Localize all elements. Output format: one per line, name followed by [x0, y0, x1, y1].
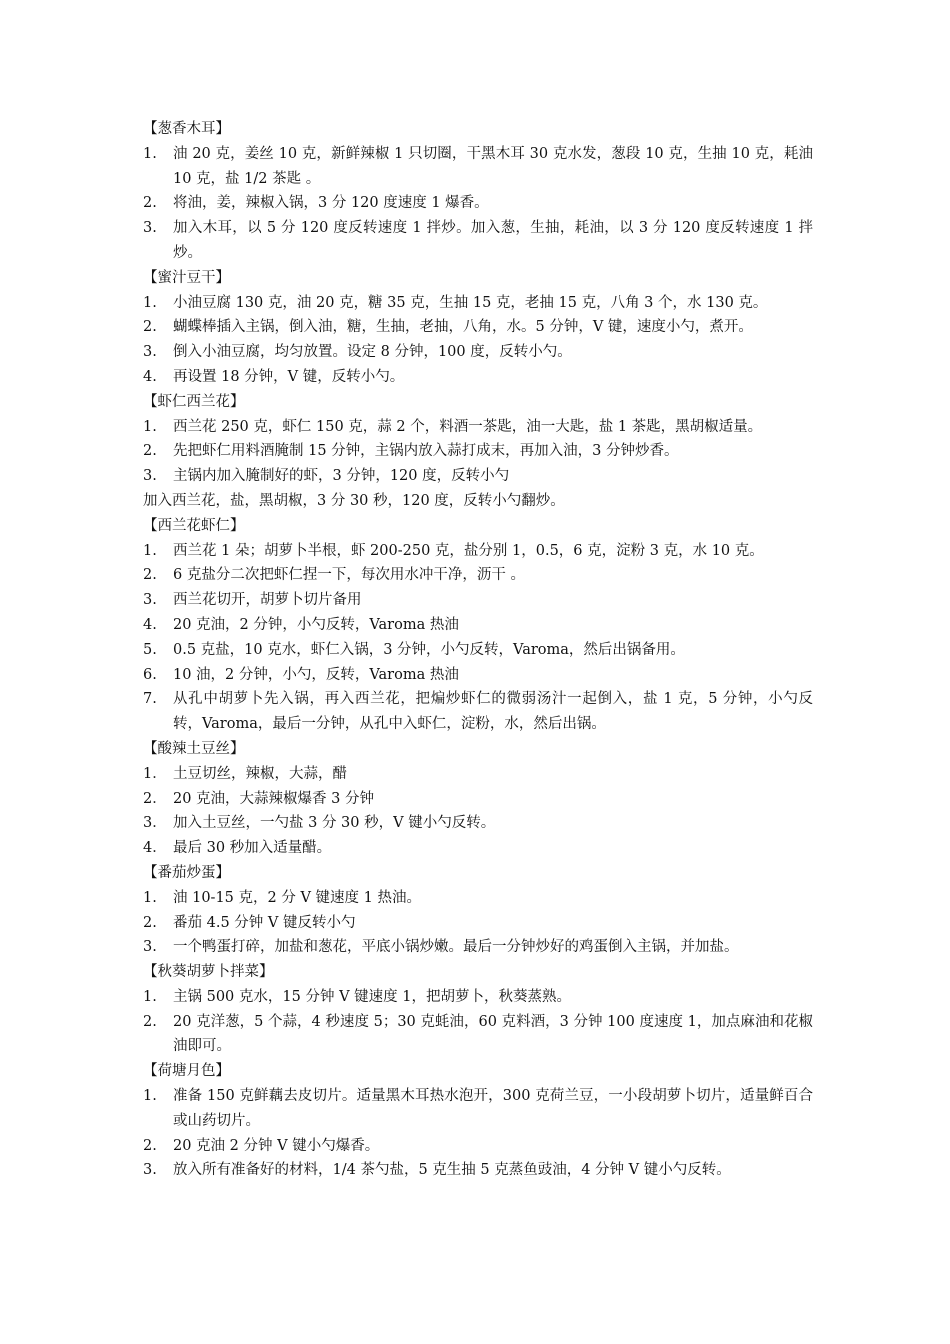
step-number: 3.	[143, 220, 157, 237]
step-text: 小油豆腐 130 克，油 20 克，糖 35 克，生抽 15 克，老抽 15 克，八角 3 个，水 130 克。	[173, 294, 768, 311]
recipe-step	[143, 613, 813, 638]
step-text: 油 10-15 克，2 分 V 键速度 1 热油。	[173, 889, 421, 906]
step-number: 1.	[143, 145, 157, 162]
step-text: 西兰花切开，胡萝卜切片备用	[173, 592, 362, 609]
step-number: 5.	[143, 641, 157, 658]
step-text: 10 油，2 分钟，小勺，反转，Varoma 热油	[173, 666, 459, 683]
step-number: 3.	[143, 468, 157, 485]
step-number: 6.	[143, 666, 157, 683]
step-text: 主锅 500 克水，15 分钟 V 键速度 1，把胡萝卜，秋葵蒸熟。	[173, 988, 571, 1005]
step-number: 2．	[143, 790, 167, 807]
step-number: 1.	[143, 1088, 157, 1105]
step-text: 20 克油，2 分钟，小勺反转，Varoma 热油	[173, 616, 459, 633]
recipe-step	[143, 191, 813, 216]
step-number: 4．	[143, 840, 167, 857]
recipe-step	[143, 985, 813, 1010]
recipe-step	[143, 291, 813, 316]
step-number: 3.	[143, 592, 157, 609]
recipe-title: 【番茄炒蛋】	[143, 864, 230, 881]
recipe-step	[143, 638, 813, 663]
recipe-section	[143, 737, 813, 861]
recipe-step	[143, 935, 813, 960]
recipe-title: 【葱香木耳】	[143, 121, 230, 137]
recipe-title: 【西兰花虾仁】	[143, 517, 245, 534]
step-text: 准备 150 克鲜藕去皮切片。适量黑木耳热水泡开，300 克荷兰豆，一小段胡萝卜切片，适量鲜百合或山药切片。	[173, 1088, 813, 1129]
recipe-step	[143, 1134, 813, 1159]
step-text: 放入所有准备好的材料，1/4 茶勺盐，5 克生抽 5 克蒸鱼豉油，4 分钟 V 键小勺反转。	[173, 1162, 731, 1179]
step-text: 番茄 4.5 分钟 V 键反转小勺	[173, 914, 356, 931]
recipe-section	[143, 1059, 813, 1183]
recipe-step	[143, 836, 813, 861]
recipe-note: 加入西兰花，盐，黑胡椒，3 分 30 秒，120 度，反转小勺翻炒。	[143, 492, 565, 509]
step-text: 20 克油 2 分钟 V 键小勺爆香。	[173, 1137, 380, 1154]
recipe-step	[143, 787, 813, 812]
step-number: 7.	[143, 691, 157, 708]
step-text: 油 20 克，姜丝 10 克，新鲜辣椒 1 只切圈，干黑木耳 30 克水发，葱段 10 克，生抽 10 克，耗油 10 克，盐 1/2 茶匙 。	[173, 145, 813, 187]
step-number: 1．	[143, 765, 167, 782]
step-text: 6 克盐分二次把虾仁捏一下，每次用水冲干净，沥干 。	[173, 567, 525, 584]
recipe-step	[143, 886, 813, 911]
recipe-step	[143, 762, 813, 787]
step-text: 主锅内加入腌制好的虾，3 分钟，120 度，反转小勺	[173, 468, 510, 485]
recipe-step	[143, 539, 813, 564]
recipe-title: 【虾仁西兰花】	[143, 393, 245, 410]
step-number: 2.	[143, 1013, 157, 1030]
step-number: 2.	[143, 443, 157, 460]
step-number: 2.	[143, 319, 157, 336]
recipe-title: 【荷塘月色】	[143, 1063, 230, 1080]
recipe-section	[143, 960, 813, 1059]
recipe-step	[143, 663, 813, 688]
recipe-section	[143, 514, 813, 737]
recipe-document	[143, 117, 813, 1183]
recipe-title: 【秋葵胡萝卜拌菜】	[143, 964, 274, 981]
step-text: 20 克洋葱，5 个蒜，4 秒速度 5；30 克蚝油，60 克料酒，3 分钟 100 度速度 1，加点麻油和花椒油即可。	[173, 1013, 813, 1055]
recipe-step	[143, 315, 813, 340]
step-text: 加入木耳，以 5 分 120 度反转速度 1 拌炒。加入葱，生抽，耗油，以 3 分 120 度反转速度 1 拌炒。	[173, 220, 813, 261]
recipe-step	[143, 588, 813, 613]
step-text: 最后 30 秒加入适量醋。	[173, 840, 332, 857]
step-text: 先把虾仁用料酒腌制 15 分钟，主锅内放入蒜打成末，再加入油，3 分钟炒香。	[173, 443, 679, 460]
step-text: 从孔中胡萝卜先入锅，再入西兰花，把煸炒虾仁的微弱汤汁一起倒入，盐 1 克，5 分钟，小勺反转，Varoma，最后一分钟，从孔中入虾仁，淀粉，水，然后出锅。	[173, 691, 813, 733]
step-number: 4.	[143, 368, 157, 385]
recipe-step	[143, 563, 813, 588]
step-text: 一个鸭蛋打碎，加盐和葱花，平底小锅炒嫩。最后一分钟炒好的鸡蛋倒入主锅，并加盐。	[173, 939, 739, 956]
step-number: 4.	[143, 616, 157, 633]
recipe-step	[143, 687, 813, 737]
recipe-step	[143, 142, 813, 192]
step-text: 西兰花 250 克，虾仁 150 克，蒜 2 个，料酒一茶匙，油一大匙，盐 1 茶匙，黑胡椒适量。	[173, 418, 763, 435]
step-number: 3．	[143, 815, 167, 832]
step-number: 1.	[143, 294, 157, 311]
step-number: 3.	[143, 1162, 157, 1179]
recipe-section	[143, 117, 813, 266]
step-text: 将油，姜，辣椒入锅，3 分 120 度速度 1 爆香。	[173, 195, 489, 212]
recipe-step	[143, 811, 813, 836]
step-number: 1.	[143, 889, 157, 906]
step-text: 20 克油，大蒜辣椒爆香 3 分钟	[173, 790, 375, 807]
recipe-step	[143, 216, 813, 266]
step-number: 1.	[143, 988, 157, 1005]
step-number: 1.	[143, 542, 157, 559]
step-text: 0.5 克盐，10 克水，虾仁入锅，3 分钟，小勺反转，Varoma，然后出锅备用。	[173, 641, 685, 658]
step-number: 2.	[143, 195, 157, 212]
step-number: 3.	[143, 939, 157, 956]
recipe-step	[143, 439, 813, 464]
step-text: 倒入小油豆腐，均匀放置。设定 8 分钟，100 度，反转小勺。	[173, 344, 572, 361]
step-text: 西兰花 1 朵；胡萝卜半根，虾 200-250 克，盐分别 1，0.5，6 克，淀粉 3 克，水 10 克。	[173, 542, 764, 559]
recipe-step	[143, 365, 813, 390]
recipe-step	[143, 1010, 813, 1060]
step-number: 2.	[143, 567, 157, 584]
recipe-step	[143, 464, 813, 489]
recipe-section	[143, 266, 813, 390]
step-number: 2.	[143, 1137, 157, 1154]
recipe-title: 【蜜汁豆干】	[143, 269, 230, 286]
step-number: 1.	[143, 418, 157, 435]
recipe-step	[143, 340, 813, 365]
step-text: 土豆切丝，辣椒，大蒜，醋	[173, 765, 347, 782]
recipe-step	[143, 1158, 813, 1183]
recipe-step	[143, 911, 813, 936]
recipe-title: 【酸辣土豆丝】	[143, 740, 245, 757]
step-number: 3.	[143, 344, 157, 361]
step-text: 蝴蝶棒插入主锅，倒入油，糖，生抽，老抽，八角，水。5 分钟，V 键，速度小勺，煮开。	[173, 319, 753, 336]
recipe-step	[143, 415, 813, 440]
step-text: 加入土豆丝，一勺盐 3 分 30 秒，V 键小勺反转。	[173, 815, 496, 832]
recipe-step	[143, 1084, 813, 1134]
step-text: 再设置 18 分钟，V 键，反转小勺。	[173, 368, 405, 385]
step-number: 2.	[143, 914, 157, 931]
recipe-section	[143, 390, 813, 514]
recipe-section	[143, 861, 813, 960]
